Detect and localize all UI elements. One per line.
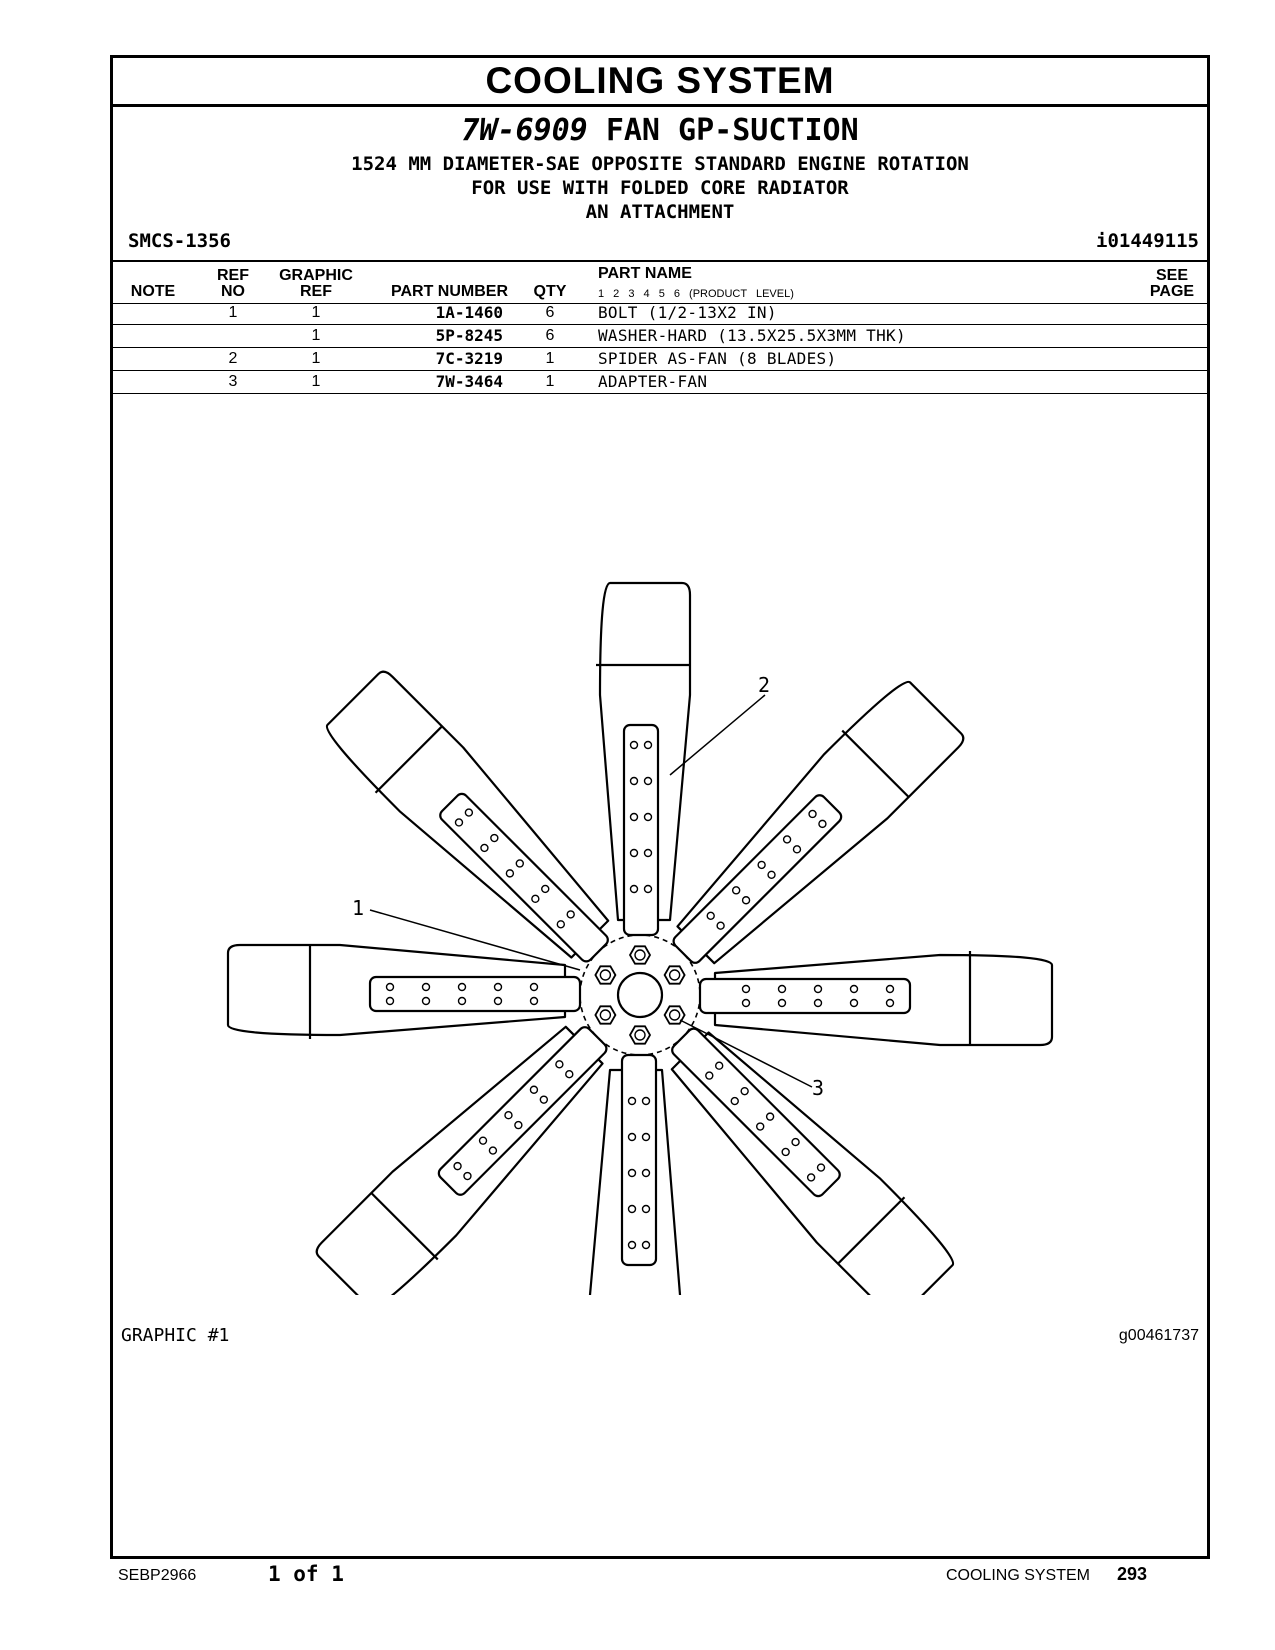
smcs-code: SMCS-1356 xyxy=(128,230,231,252)
table-row xyxy=(113,371,1207,394)
cell-qty: 6 xyxy=(545,327,555,344)
table-row xyxy=(113,348,1207,371)
cell-ref-no: 2 xyxy=(228,350,238,367)
fan-blades xyxy=(228,583,1052,1295)
cell-graphic-ref: 1 xyxy=(311,373,321,390)
header-product-levels: 1 2 3 4 5 6 (PRODUCT LEVEL) xyxy=(598,288,794,300)
graphic-id: g00461737 xyxy=(1118,1327,1199,1344)
fan-illustration xyxy=(200,575,1080,1295)
fan-blade xyxy=(596,583,690,935)
cell-qty: 1 xyxy=(545,373,555,390)
bolt-head xyxy=(595,1006,615,1023)
cell-part-name: SPIDER AS-FAN (8 BLADES) xyxy=(598,349,837,368)
fan-blade xyxy=(700,951,1052,1045)
cell-qty: 6 xyxy=(545,304,555,321)
group-description-line-1: 1524 MM DIAMETER-SAE OPPOSITE STANDARD ENGINE ROTATION xyxy=(351,153,969,175)
hub-bolts xyxy=(595,946,684,1043)
bolt-head xyxy=(595,966,615,983)
parts-table-header xyxy=(113,260,1207,304)
header-qty: QTY xyxy=(533,283,567,300)
fan-blade xyxy=(651,673,966,988)
group-description-line-3: AN ATTACHMENT xyxy=(585,201,735,223)
bolt-head xyxy=(665,966,685,983)
header-part-name: PART NAME xyxy=(598,265,692,282)
group-name: FAN GP-SUCTION xyxy=(605,113,859,148)
cell-ref-no: 1 xyxy=(228,304,238,321)
cell-part-name: BOLT (1/2-13X2 IN) xyxy=(598,303,777,322)
callout-1: 1 xyxy=(352,896,365,920)
fan-blade xyxy=(318,668,633,983)
footer-section: COOLING SYSTEM xyxy=(945,1567,1090,1584)
cell-part-number: 7C-3219 xyxy=(435,349,503,368)
header-graphic-ref-line-2: REF xyxy=(300,283,332,300)
cell-graphic-ref: 1 xyxy=(311,327,321,344)
group-title xyxy=(113,113,1207,149)
group-description-line-2: FOR USE WITH FOLDED CORE RADIATOR xyxy=(471,177,849,199)
fan-blade xyxy=(228,945,580,1039)
cell-ref-no: 3 xyxy=(228,373,238,390)
footer-document-number: SEBP2966 xyxy=(118,1567,197,1584)
fan-blade xyxy=(313,1002,628,1295)
header-ref-no-line-1: REF xyxy=(217,267,249,284)
cell-part-number: 5P-8245 xyxy=(435,326,503,345)
cell-graphic-ref: 1 xyxy=(311,304,321,321)
callout-2: 2 xyxy=(758,673,771,697)
cell-part-number: 7W-3464 xyxy=(435,372,503,391)
group-part-number: 7W-6909 xyxy=(461,113,588,148)
bolt-head xyxy=(630,946,650,963)
cell-part-name: WASHER-HARD (13.5X25.5X3MM THK) xyxy=(598,326,906,345)
graphic-label: GRAPHIC #1 xyxy=(121,1325,230,1346)
fan-blade xyxy=(590,1055,684,1295)
footer-page-number: 293 xyxy=(1116,1564,1147,1584)
header-part-number: PART NUMBER xyxy=(390,283,508,300)
fan-blade xyxy=(647,1006,962,1295)
header-note: NOTE xyxy=(130,283,176,300)
footer-page-count: 1 of 1 xyxy=(268,1562,344,1586)
header-graphic-ref-line-1: GRAPHIC xyxy=(279,267,353,284)
header-see-page-line-1: SEE xyxy=(1155,267,1188,284)
table-row xyxy=(113,302,1207,325)
cell-graphic-ref: 1 xyxy=(311,350,321,367)
document-id: i01449115 xyxy=(1096,230,1199,252)
table-row xyxy=(113,325,1207,348)
cell-qty: 1 xyxy=(545,350,555,367)
callout-3: 3 xyxy=(812,1076,825,1100)
cell-part-number: 1A-1460 xyxy=(435,303,503,322)
bolt-head xyxy=(630,1026,650,1043)
header-see-page-line-2: PAGE xyxy=(1149,283,1195,300)
cell-part-name: ADAPTER-FAN xyxy=(598,372,708,391)
header-ref-no-line-2: NO xyxy=(221,283,245,300)
section-title: COOLING SYSTEM xyxy=(113,58,1207,107)
